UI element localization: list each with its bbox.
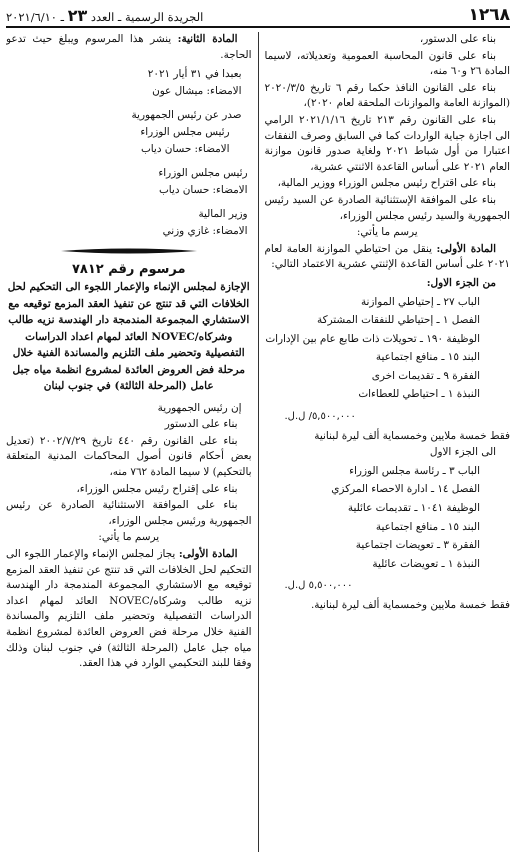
from-items-list <box>265 295 511 404</box>
article-two-text: ينشر هذا المرسوم ويبلغ حيث تدعو الحاجة. <box>6 33 252 61</box>
item-label: الباب ٢٧ ـ إحتياطي الموازنة <box>360 295 480 308</box>
list-item <box>265 350 511 366</box>
list-item <box>265 520 511 536</box>
article-one-label: المادة الأولى: <box>436 242 496 255</box>
page-columns <box>6 32 510 852</box>
issue-date: ـ ٢٠٢١/٦/١٠ <box>6 9 65 24</box>
article-one-text-2: يجاز لمجلس الإنماء والإعمار اللجوء الى التحكيم لحل الخلافات التي قد تنتج عن تنفيذ العقد المزمع توقيعه مع الاستشاري المجموعة المندمجة دار الهندسة نزيه طالب وشركاه/NOVEC العائد لمهام اعداد الدراسات التفصيلية وتحضير ملف التلزيم والمساندة الفنية خلال مرحلة فض العروض العائدة لمشروع انظمة مياه جبل عامل (المرحلة الثالثة) في جنوب لبنان وذلك وفقا للبند التحكيمي الوارد في هذا العقد. <box>6 547 252 670</box>
to-part-heading: الى الجزء الاول <box>429 446 496 459</box>
list-item <box>265 387 511 403</box>
preamble-proposal-2: بناء على إقتراح رئيس مجلس الوزراء، <box>76 482 238 495</box>
decree-title: مرسوم رقم ٧٨١٢ <box>71 261 186 277</box>
preamble-approval-2: بناء على الموافقة الاستثنائية الصادرة عن رئيس الجمهورية ورئيس مجلس الوزراء، <box>6 499 252 527</box>
signature-president: الامضاء: ميشال عون <box>152 84 242 97</box>
preamble-proposal: بناء على اقتراح رئيس مجلس الوزراء ووزير المالية، <box>277 177 496 190</box>
column-divider <box>258 32 259 852</box>
issue-line <box>6 6 203 25</box>
list-item <box>265 313 511 329</box>
preamble-law-213: بناء على القانون رقم ٢١٣ تاريخ ٢٠٢١/١/١٦ الرامي الى اجازة جباية الواردات كما في السابق وصرف النفقات اعتبارا من أول شباط ٢٠٢١ ولغاية صدور قانون موازنة العام ٢٠٢١ على أساس القاعدة الاثنتي عشرية، <box>264 113 510 173</box>
item-label: الفصل ١ ـ إحتياطي للنفقات المشتركة <box>317 314 480 327</box>
list-item <box>265 501 511 517</box>
article-two <box>6 32 252 63</box>
item-label: البند ١٥ ـ منافع اجتماعية <box>375 351 480 364</box>
decree-subject: الإجازة لمجلس الإنماء والإعمار اللجوء الى التحكيم لحل الخلافات التي قد تنتج عن تنفيذ العقد المزمع توقيعه مع الاستشاري المجموعة المندمجة دار الهندسة نزيه طالب وشركاه/NOVEC العائد لمهام اعداد الدراسات التفصيلية وتحضير ملف التلزيم والمساندة الفنية خلال مرحلة فض العروض العائدة لمشروع انظمة مياه جبل عامل (المرحلة الثالثة) في جنوب لبنان <box>7 281 250 393</box>
pm-title-2: رئيس مجلس الوزراء <box>158 167 248 180</box>
amount-figure-2: ٥,٥٠٠,٠٠٠ ل.ل. <box>284 580 353 592</box>
amount-figure-1: ٥,٥٠٠,٠٠٠/ ل.ل. <box>284 411 356 423</box>
pm-title: رئيس مجلس الوزراء <box>140 125 230 138</box>
president-opening: إن رئيس الجمهورية <box>157 401 242 414</box>
item-label: الباب ٣ ـ رئاسة مجلس الوزراء <box>349 464 480 477</box>
article-one <box>265 242 511 273</box>
article-one-label-2: المادة الأولى: <box>178 547 238 560</box>
item-label: الوظيفة ١٩٠ ـ تحويلات ذات طابع عام بين الإدارات <box>265 332 480 345</box>
left-column <box>6 32 258 852</box>
preamble-law-440: بناء على القانون رقم ٤٤٠ تاريخ ٢٠٠٢/٧/٢٩ (تعديل بعض أحكام قانون أصول المحاكمات المدنية المتعلقة بالتحكيم) لا سيما المادة ٧٦٢ منه، <box>6 434 252 478</box>
preamble-constitution: بناء على الدستور، <box>419 33 496 45</box>
issued-by: صدر عن رئيس الجمهورية <box>131 109 242 122</box>
item-label: الوظيفة ١٠٤١ ـ تقديمات عائلية <box>347 502 480 515</box>
amount-words-2: فقط خمسة ملايين وخمسماية ألف ليرة لبنانية. <box>310 599 510 611</box>
preamble-law-6: بناء على القانون النافذ حكما رقم ٦ تاريخ ٢٠٢٠/٣/٥ (الموازنة العامة والموازنات الملحقة لعام ٢٠٢٠)، <box>264 81 510 110</box>
list-item <box>265 295 511 311</box>
item-label: الفقرة ٩ ـ تقديمات اخرى <box>371 369 480 382</box>
article-two-label: المادة الثانية: <box>177 33 238 45</box>
right-column <box>259 32 511 852</box>
finance-minister-title: وزير المالية <box>198 208 248 221</box>
from-part-heading: من الجزء الاول: <box>426 276 496 289</box>
signature-finance-minister: الامضاء: غازي وزني <box>162 224 248 237</box>
list-item <box>265 464 511 480</box>
separator-ornament-icon <box>59 246 199 256</box>
signing-date: بعبدا في ٣١ أيار ٢٠٢١ <box>147 68 242 81</box>
signature-pm: الامضاء: حسان دياب <box>140 142 230 155</box>
list-item <box>265 557 511 573</box>
list-item <box>265 332 511 348</box>
decree-formula: يرسم ما يأتي: <box>356 226 418 239</box>
article-one-2 <box>6 547 252 672</box>
signature-pm-2: الامضاء: حسان دياب <box>158 183 248 196</box>
list-item <box>265 482 511 498</box>
decree-formula-2: يرسم ما يأتي: <box>98 531 160 544</box>
preamble-approval: بناء على الموافقة الإستثنائية الصادرة عن السيد رئيس الجمهورية والسيد رئيس مجلس الوزراء، <box>264 193 510 222</box>
item-label: الفقرة ٣ ـ تعويضات اجتماعية <box>355 539 480 552</box>
item-label: النبذة ١ ـ احتياطي للعطاءات <box>358 388 480 401</box>
item-label: البند ١٥ ـ منافع اجتماعية <box>375 520 480 533</box>
article-one-text: ينقل من احتياطي الموازنة العامة لعام ٢٠٢١ على أساس القاعدة الإثنتي عشرية الاعتماد التالي: <box>264 242 510 271</box>
list-item <box>265 538 511 554</box>
amount-words-1: فقط خمسة ملايين وخمسماية ألف ليرة لبنانية <box>314 429 510 442</box>
issue-number: ٢٣ <box>67 5 88 25</box>
page-header <box>6 4 510 28</box>
preamble-accounting-law: بناء على قانون المحاسبة العمومية وتعديلاته، لاسيما المادة ٢٦ و٦٠ منه، <box>264 49 510 78</box>
item-label: النبذة ١ ـ تعويضات عائلية <box>372 557 480 570</box>
item-label: الفصل ١٤ ـ ادارة الاحصاء المركزي <box>331 483 480 496</box>
preamble-constitution-2: بناء على الدستور <box>164 418 238 431</box>
gazette-name: الجريدة الرسمية ـ العدد <box>90 9 204 24</box>
page-number: ١٢٦٨ <box>468 5 510 25</box>
list-item <box>265 369 511 385</box>
to-items-list <box>265 464 511 573</box>
